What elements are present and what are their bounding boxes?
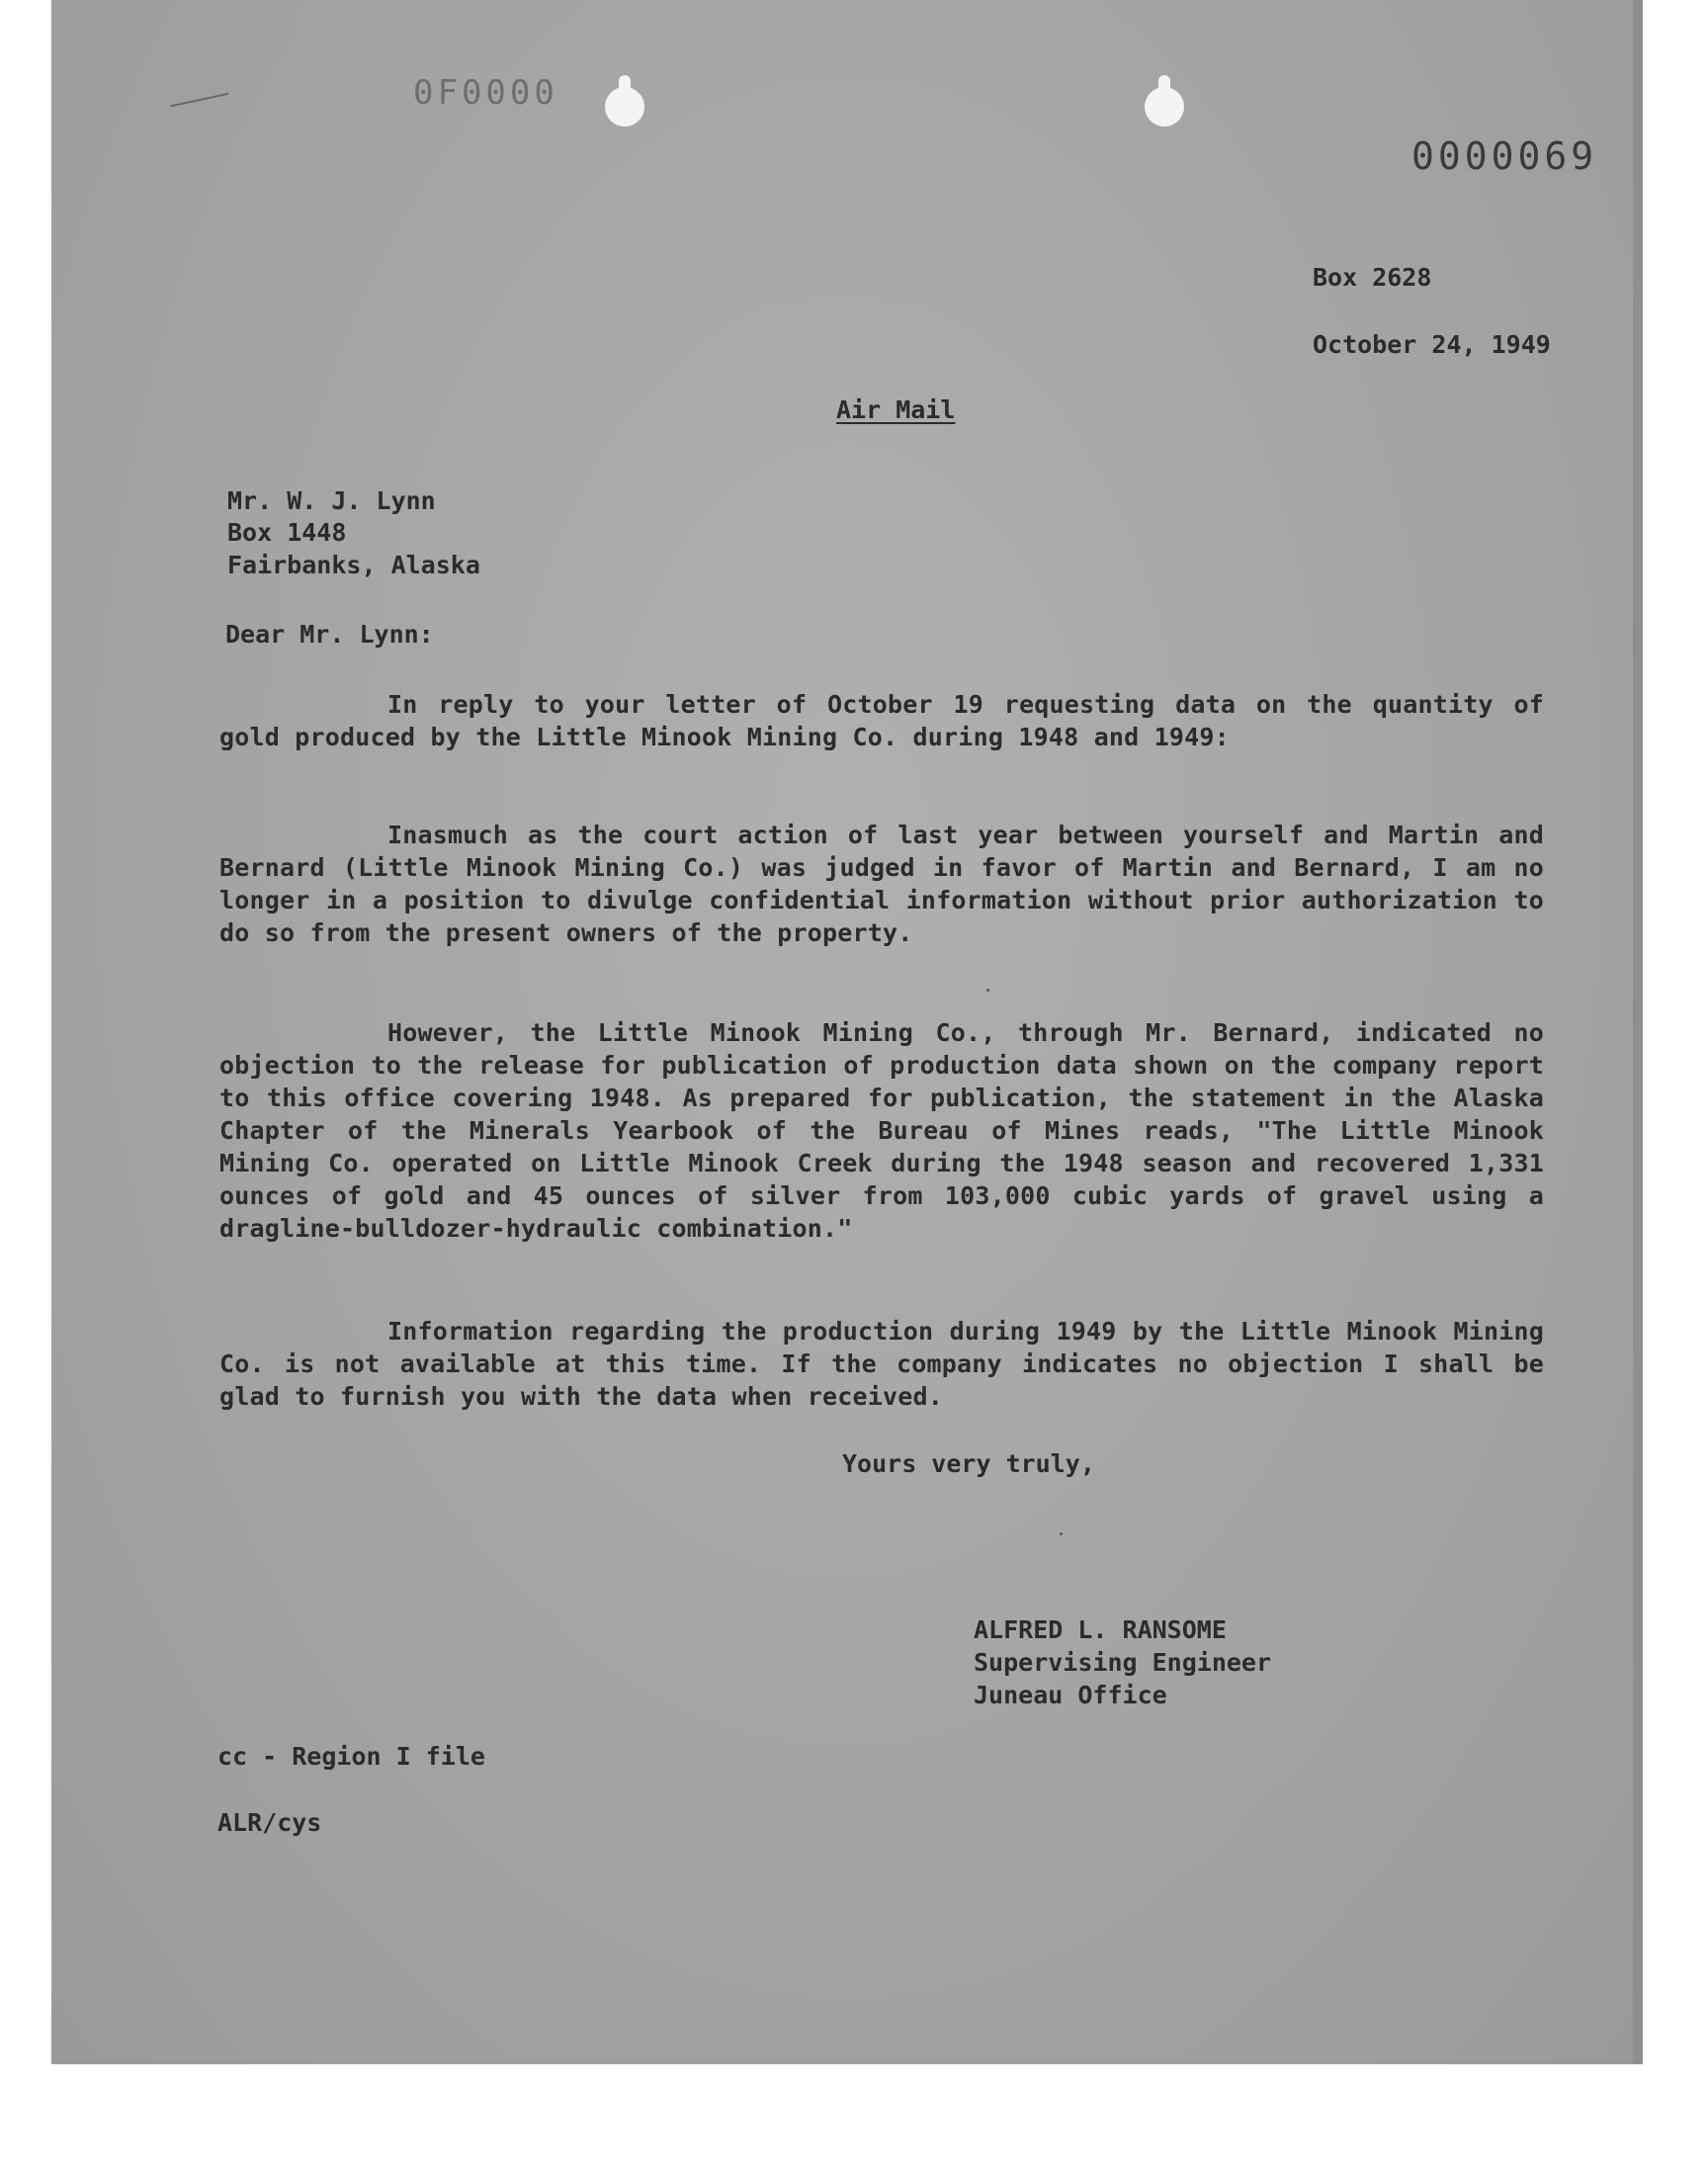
letter-date: October 24, 1949: [1313, 330, 1551, 359]
page-number-stamp: 0000069: [1411, 134, 1598, 178]
punch-hole-left: [605, 87, 644, 127]
salutation: Dear Mr. Lynn:: [225, 620, 434, 649]
punch-hole-right: [1145, 87, 1184, 127]
typist-initials: ALR/cys: [217, 1808, 322, 1837]
body-paragraph-4: Information regarding the production during 1949 by the Little Minook Mining Co. is not available at this time. If the company indicates no objection I shall be glad to furnish you with the data when received.: [219, 1317, 1544, 1411]
recipient-name: Mr. W. J. Lynn: [227, 486, 436, 515]
sender-box: Box 2628: [1313, 263, 1432, 292]
closing: Yours very truly,: [842, 1449, 1095, 1478]
signer-office: Juneau Office: [974, 1681, 1167, 1709]
pencil-mark: [170, 93, 228, 107]
body-paragraph-2: Inasmuch as the court action of last year between yourself and Martin and Bernard (Little Minook Mining Co.) was judged in favor of Martin and Bernard, I am no longer in a position to divulge confidential information without prior authorization to do so from the present owners of the property.: [219, 821, 1544, 947]
recipient-box: Box 1448: [227, 518, 347, 547]
signer-title: Supervising Engineer: [974, 1648, 1272, 1677]
cc-line: cc - Region I file: [217, 1742, 485, 1771]
delivery-method: Air Mail: [836, 395, 956, 424]
body-paragraph-1: In reply to your letter of October 19 requesting data on the quantity of gold produced by the Little Minook Mining Co. during 1948 and 1949:: [219, 690, 1544, 751]
signer-name: ALFRED L. RANSOME: [974, 1615, 1227, 1644]
file-stamp-top: 0F0000: [413, 73, 558, 113]
body-paragraph-3: However, the Little Minook Mining Co., through Mr. Bernard, indicated no objection to the release for publication of production data shown on the company report to this office covering 1948. As prepared for publication, the statement in the Alaska Chapter of the Minerals Yearbook of the Bureau of Mines reads, "The Little Minook Mining Co. operated on Little Minook Creek during the 1948 season and recovered 1,331 ounces of gold and 45 ounces of silver from 103,000 cubic yards of gravel using a dragline-bulldozer-hydraulic combination.": [219, 1018, 1544, 1243]
ink-speck: [986, 989, 989, 992]
ink-speck: [1060, 1532, 1063, 1535]
recipient-city: Fairbanks, Alaska: [227, 551, 480, 579]
